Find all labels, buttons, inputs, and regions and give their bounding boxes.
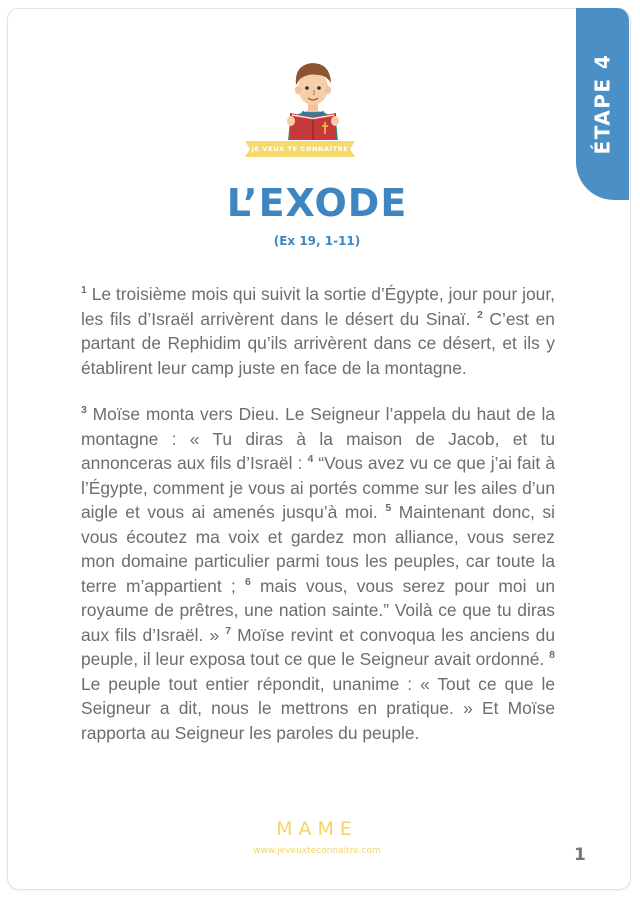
- paragraph: [81, 282, 555, 380]
- verse-text: Maintenant donc, si vous écoutez ma voix et gardez mon alliance, vous serez mon domaine particulier parmi tous les peuples, car toute la terre m’appartient ;: [81, 502, 555, 596]
- verse-number: 6: [244, 575, 251, 588]
- step-tab: [576, 8, 629, 200]
- verse-text: Moïse revint et convoqua les anciens du peuple, il leur exposa tout ce que le Seigneur avait ordonné.: [81, 624, 555, 669]
- verse-text: Le peuple tout entier répondit, unanime : « Tout ce que le Seigneur a dit, nous le mettrons en pratique. » Et Moïse rapporta au Seigneur les paroles du peuple.: [81, 673, 555, 743]
- verse-number: 8: [549, 649, 555, 662]
- step-tab-label: ÉTAPE 4: [590, 53, 615, 155]
- page-title: L’EXODE: [226, 181, 408, 225]
- verse-text: “Vous avez vu ce que j’ai fait à l’Égypte, comment je vous ai portés comme sur les ailes d’un aigle et vous ai amenés jusqu’à moi.: [81, 453, 555, 522]
- verse-text: Le troisième mois qui suivit la sortie d’Égypte, jour pour jour, les fils d’Israël arrivèrent dans le désert du Sinaï.: [81, 284, 555, 329]
- bible-reference: (Ex 19, 1-11): [273, 234, 361, 248]
- verse-number: 5: [385, 502, 392, 515]
- verse-text: Moïse monta vers Dieu. Le Seigneur l’appela du haut de la montagne : « Tu diras à la maison de Jacob, et tu annonceras aux fils d’Israël :: [81, 404, 555, 473]
- verse-text: C’est en partant de Rephidim qu’ils arrivèrent dans ce désert, et ils y établirent leur camp juste en face de la montagne.: [81, 308, 555, 378]
- publisher-logo: MAME: [276, 818, 358, 840]
- verse-number: 7: [225, 624, 232, 637]
- paragraph: [81, 402, 555, 745]
- verse-number: 4: [307, 453, 314, 466]
- series-banner: [245, 140, 355, 158]
- verse-number: 2: [476, 308, 483, 321]
- verse-number: 1: [81, 284, 87, 297]
- page-number: 1: [574, 845, 586, 865]
- verse-text: mais vous, vous serez pour moi un royaume de prêtres, une nation sainte.” Voilà ce que tu diras aux fils d’Israël. »: [81, 575, 555, 645]
- boy-reading-bible-illustration: [278, 55, 348, 140]
- verse-number: 3: [81, 404, 87, 417]
- website-link[interactable]: www.jeveuxteconnaitre.com: [253, 846, 381, 856]
- series-banner-label: JE VEUX TE CONNAÎTRE: [251, 145, 349, 153]
- scripture-text: [81, 282, 555, 767]
